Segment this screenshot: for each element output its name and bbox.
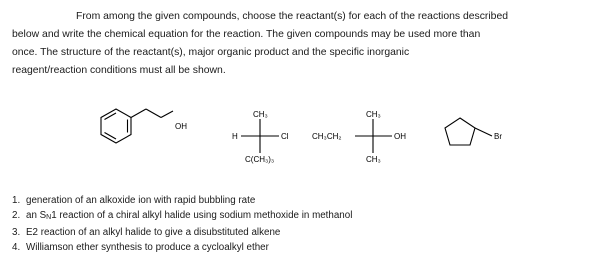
alcohol-left-label: CH₃CH₂ [312, 132, 342, 141]
item-text [26, 208, 352, 225]
item-number: 3. [12, 227, 21, 238]
chloride-right-label: Cl [281, 132, 289, 141]
chloride-left-label: H [232, 132, 238, 141]
bromide-br-label: Br [494, 132, 502, 141]
benzyl-alcohol-structure [101, 109, 173, 143]
item-text-suffix: 1 reaction of a chiral alkyl halide using sodium methoxide in methanol [51, 210, 353, 221]
reaction-item-4 [12, 240, 584, 255]
chloride-bottom-label: C(CH₃)₃ [245, 155, 275, 164]
cyclopentyl-bromide-structure [445, 118, 502, 145]
tertiary-alcohol-structure [312, 110, 406, 164]
item-number: 1. [12, 195, 21, 206]
intro-line-1: From among the given compounds, choose the reactant(s) for each of the reactions described [76, 11, 509, 22]
reaction-item-3 [12, 225, 584, 240]
item-text: Williamson ether synthesis to produce a cycloalkyl ether [26, 242, 269, 253]
item-number: 4. [12, 242, 21, 253]
question-intro [12, 8, 584, 80]
reaction-item-2 [12, 208, 584, 225]
intro-line-3: once. The structure of the reactant(s), major organic product and the specific inorganic [12, 47, 410, 58]
reaction-item-1 [12, 193, 584, 208]
structures-svg [0, 98, 596, 208]
alcohol-right-label: OH [394, 132, 406, 141]
intro-line-4: reagent/reaction conditions must all be shown. [12, 65, 226, 76]
benzyl-oh-label: OH [175, 122, 187, 131]
item-text-prefix: an S [26, 210, 47, 221]
compound-structures [0, 98, 596, 208]
alkyl-chloride-structure [232, 110, 289, 164]
item-number: 2. [12, 210, 21, 221]
alcohol-bottom-label: CH₃ [366, 155, 381, 164]
alcohol-top-label: CH₃ [366, 110, 381, 119]
intro-line-2: below and write the chemical equation for the reaction. The given compounds may be used more than [12, 29, 481, 40]
item-text: E2 reaction of an alkyl halide to give a disubstituted alkene [26, 227, 281, 238]
reaction-list [12, 193, 584, 255]
item-text: generation of an alkoxide ion with rapid bubbling rate [26, 195, 256, 206]
sn-subscript: N [46, 214, 52, 221]
chloride-top-label: CH₃ [253, 110, 268, 119]
